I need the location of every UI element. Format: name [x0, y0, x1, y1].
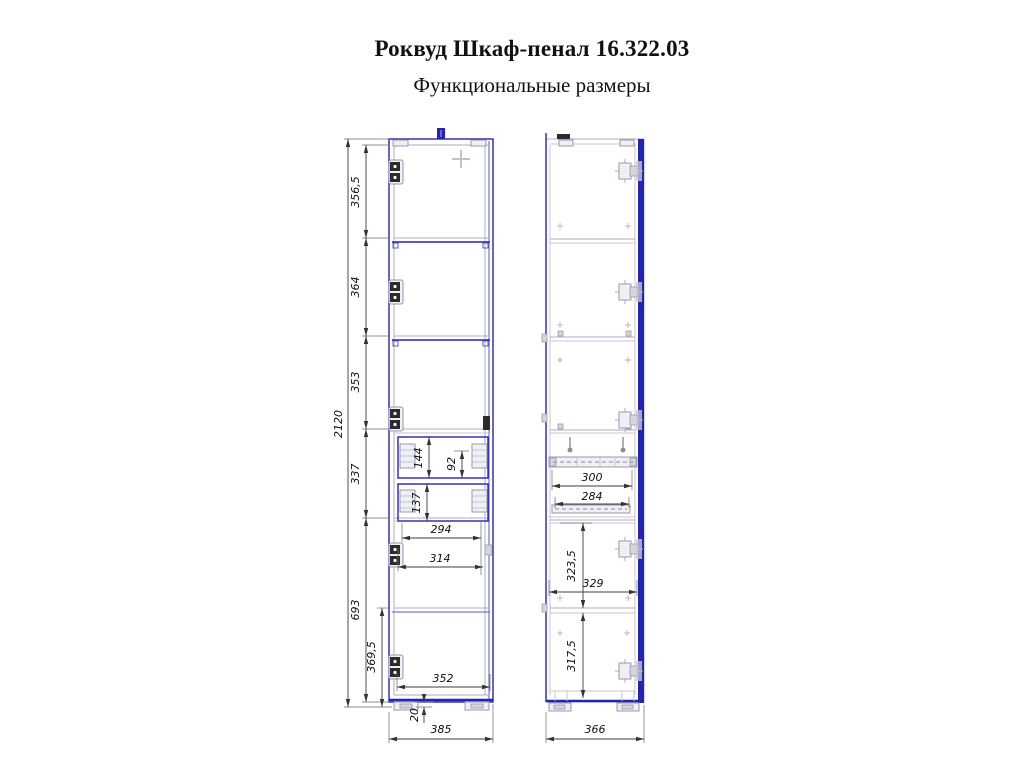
lower-door-bracket	[485, 545, 492, 555]
front-dimensions	[332, 139, 493, 743]
dim-overall-height: 2120	[332, 410, 345, 438]
dim-middle-compartment-height: 323,5	[565, 550, 578, 582]
hinge-icon	[389, 280, 403, 304]
hinge-side-icon	[615, 280, 643, 304]
dim-drawer-inner-width: 294	[430, 523, 452, 536]
hinge-icon	[389, 407, 403, 431]
drawing-title: Роквуд Шкаф-пенал 16.322.03	[374, 36, 690, 61]
hinge-icon	[389, 655, 403, 679]
dim-section-2: 364	[349, 276, 362, 298]
dim-shelf-to-floor: 369,5	[365, 641, 378, 673]
dim-overall-width: 385	[430, 723, 452, 736]
dim-shelf-depth: 329	[582, 577, 604, 590]
dim-overall-depth: 366	[584, 723, 606, 736]
front-view-carcass	[389, 128, 493, 702]
dim-bottom-opening-width: 352	[432, 672, 454, 685]
slide-rail-icon	[549, 457, 637, 467]
top-bracket-mark	[557, 134, 570, 139]
dim-slide-inner-length: 284	[581, 490, 603, 503]
slide-rail-icon	[549, 505, 635, 517]
dim-section-1: 356,5	[349, 176, 362, 208]
door-handle	[483, 416, 490, 430]
dim-slide-length: 300	[581, 471, 603, 484]
hinge-side-icon	[615, 408, 643, 432]
hinge-icon	[389, 160, 403, 184]
drawing-subtitle: Функциональные размеры	[413, 73, 651, 97]
hinge-side-icon	[615, 159, 643, 183]
assembly-cross-icon	[452, 150, 470, 168]
dim-bottom-compartment-height: 317,5	[565, 640, 578, 672]
dim-top-drawer-inner: 92	[445, 457, 458, 471]
dim-section-4: 337	[349, 463, 362, 485]
dim-section-3: 353	[349, 371, 362, 393]
dim-section-5: 693	[349, 599, 362, 621]
hinge-icon	[389, 543, 403, 567]
dim-foot-height: 20	[408, 708, 421, 722]
front-view	[332, 128, 493, 743]
dim-bottom-drawer-front: 137	[410, 492, 423, 514]
hinge-side-icon	[615, 537, 643, 561]
side-view	[542, 133, 644, 743]
hinge-side-icon	[615, 659, 643, 683]
dim-top-drawer-front: 144	[412, 447, 425, 469]
dim-drawer-opening-width: 314	[429, 552, 451, 565]
